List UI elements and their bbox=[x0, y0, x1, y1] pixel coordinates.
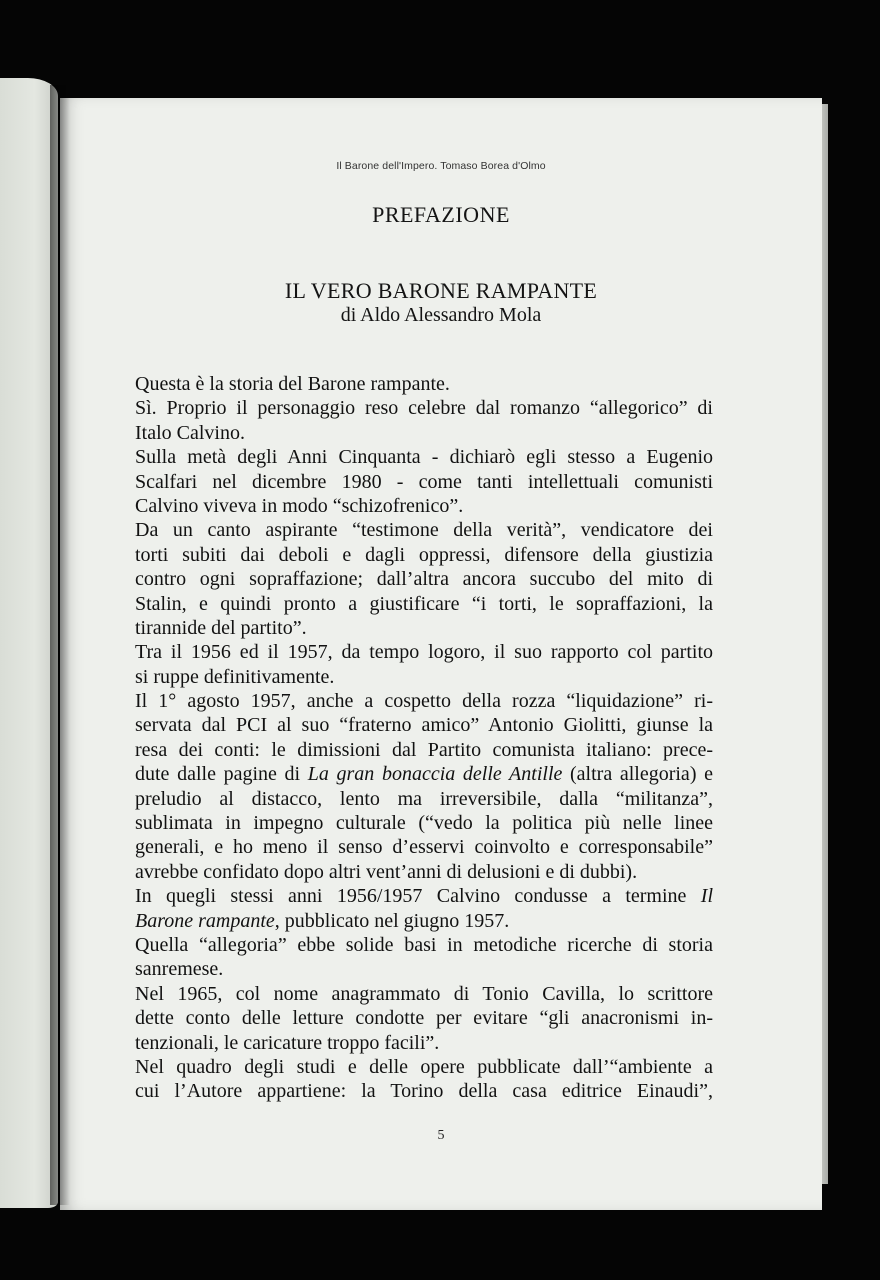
text-line bbox=[135, 884, 713, 908]
text-line: Italo Calvino. bbox=[135, 421, 245, 444]
text-line: Stalin, e quindi pronto a giustificare “i torti, le sopraffazioni, la bbox=[135, 592, 713, 615]
text-line: sublimata in impegno culturale (“vedo la politica più nelle linee bbox=[135, 812, 713, 835]
text-line: dette conto delle letture condotte per evitare “gli anacronismi in- bbox=[135, 1007, 713, 1030]
text-line: Calvino viveva in modo “schizofrenico”. bbox=[135, 494, 464, 517]
text-run: In quegli stessi anni 1956/1957 Calvino condusse a termine bbox=[135, 885, 701, 908]
text-line: avrebbe confidato dopo altri vent’anni di delusioni e di dubbi). bbox=[135, 860, 638, 883]
text-line: sanremese. bbox=[135, 958, 224, 981]
text-line: Nel quadro degli studi e delle opere pubblicate dall’“ambiente a bbox=[135, 1055, 713, 1078]
text-line: Sì. Proprio il personaggio reso celebre dal romanzo “allegorico” di bbox=[135, 397, 713, 420]
italic-title-run: La gran bonaccia delle Antille bbox=[307, 763, 563, 786]
italic-title-run: Barone rampante bbox=[135, 909, 275, 932]
text-line: Da un canto aspirante “testimone della verità”, vendicatore dei bbox=[135, 519, 713, 542]
running-head: Il Barone dell'Impero. Tomaso Borea d'Olmo bbox=[336, 160, 546, 172]
text-line: tenzionali, le caricature troppo facili”. bbox=[135, 1031, 440, 1054]
text-line: Tra il 1956 ed il 1957, da tempo logoro, il suo rapporto col partito bbox=[135, 641, 713, 664]
text-line: Nel 1965, col nome anagrammato di Tonio Cavilla, lo scrittore bbox=[135, 982, 713, 1005]
text-line: tirannide del partito”. bbox=[135, 616, 307, 639]
text-run: , pubblicato nel giugno 1957. bbox=[274, 909, 510, 932]
chapter-author: di Aldo Alessandro Mola bbox=[340, 304, 542, 326]
text-line: servata dal PCI al suo “fraterno amico” Antonio Giolitti, giunse la bbox=[135, 714, 713, 737]
text-line: cui l’Autore appartiene: la Torino della casa editrice Einaudi”, bbox=[135, 1080, 713, 1103]
text-run: dute dalle pagine di bbox=[135, 763, 308, 786]
text-line: Sulla metà degli Anni Cinquanta - dichiarò egli stesso a Eugenio bbox=[135, 446, 713, 469]
text-line: generali, e ho meno il senso d’esservi coinvolto e corresponsabile” bbox=[135, 836, 713, 859]
text-line: Il 1° agosto 1957, anche a cospetto della rozza “liquidazione” ri- bbox=[135, 690, 713, 713]
text-line: si ruppe definitivamente. bbox=[135, 665, 335, 688]
text-line: resa dei conti: le dimissioni dal Partito comunista italiano: prece- bbox=[135, 738, 713, 761]
text-line: torti subiti dai deboli e dagli oppressi, difensore della giustizia bbox=[135, 543, 713, 566]
text-line: Quella “allegoria” ebbe solide basi in metodiche ricerche di storia bbox=[135, 933, 713, 956]
gutter-shadow bbox=[50, 85, 70, 1205]
chapter-subtitle: IL VERO BARONE RAMPANTE bbox=[284, 278, 598, 303]
text-line: Questa è la storia del Barone rampante. bbox=[135, 373, 450, 395]
text-line: Scalfari nel dicembre 1980 - come tanti intellettuali comunisti bbox=[135, 470, 713, 493]
italic-title-run: Il bbox=[700, 885, 713, 908]
text-line: contro ogni sopraffazione; dall’altra ancora succubo del mito di bbox=[135, 568, 713, 591]
page-number: 5 bbox=[437, 1128, 445, 1143]
text-run: (altra allegoria) e bbox=[562, 763, 713, 786]
text-line bbox=[135, 762, 713, 786]
chapter-heading: PREFAZIONE bbox=[372, 202, 510, 227]
body-text bbox=[135, 372, 713, 1104]
book-page bbox=[60, 98, 822, 1210]
text-line: preludio al distacco, lento ma irreversibile, dalla “militanza”, bbox=[135, 787, 713, 810]
text-line bbox=[135, 909, 713, 933]
